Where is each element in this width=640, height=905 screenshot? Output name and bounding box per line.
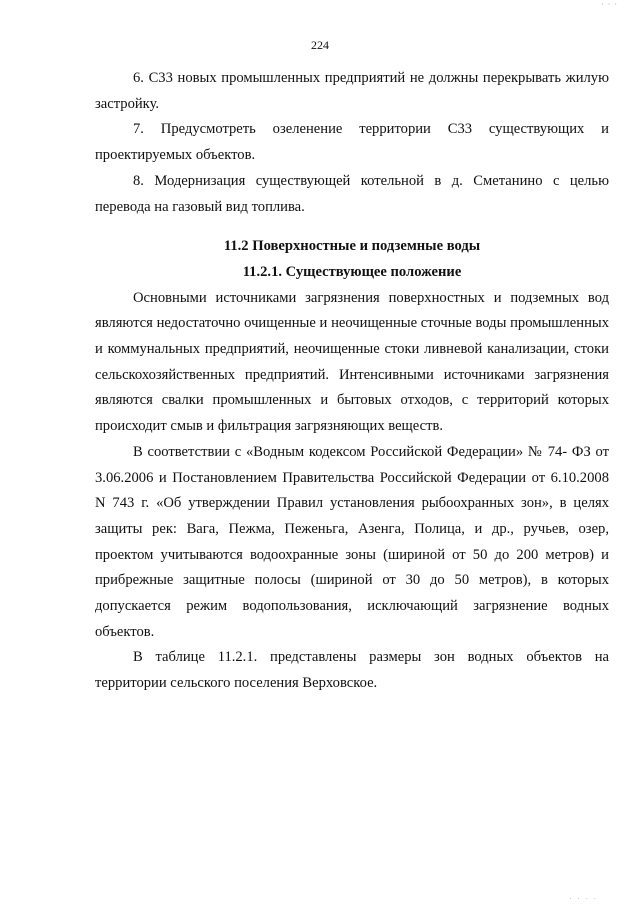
body-paragraph: В соответствии с «Водным кодексом Российской Федерации» № 74- ФЗ от 3.06.2006 и Постановлением Правительства Российской Федерации от 6.10.2008 N 743 г. «Об утверждении Правил установления рыбоохранных зон», в целях защиты рек: Вага, Пежма, Пеженьга, Азенга, Полица, и др., ручьев, озер, проектом учитываются водоохранные зоны (шириной от 50 до 200 метров) и прибрежные защитные полосы (шириной от 30 до 50 метров), в которых допускается режим водопользования, исключающий загрязнение водных объектов.: [95, 443, 609, 640]
list-item: 8. Модернизация существующей котельной в д. Сметанино с целью перевода на газовый вид топлива.: [95, 172, 609, 215]
page-number: 224: [311, 38, 329, 52]
subsection-heading: 11.2.1. Существующее положение: [242, 263, 462, 280]
list-item: 7. Предусмотреть озеленение территории С33 существующих и проектируемых объектов.: [95, 121, 609, 164]
list-item: 6. С33 новых промышленных предприятий не должны перекрывать жилую застройку.: [95, 70, 609, 112]
document-body: [95, 66, 609, 697]
section-heading: 11.2 Поверхностные и подземные воды: [223, 238, 481, 255]
body-paragraph: Основными источниками загрязнения поверхностных и подземных вод являются недостаточно очищенные и неочищенные сточные воды промышленных и коммунальных предприятий, неочищенные стоки ливневой канализации, стоки сельскохозяйственных предприятий. Интенсивными источниками загрязнения являются свалки промышленных и бытовых отходов, с территорий которых происходит смыв и фильтрация загрязняющих веществ.: [95, 289, 609, 435]
scan-mark-top: · · ·: [601, 0, 618, 9]
scan-mark-bottom: · · · ·: [569, 895, 598, 903]
body-paragraph: В таблице 11.2.1. представлены размеры зон водных объектов на территории сельского поселения Верховское.: [95, 649, 609, 692]
